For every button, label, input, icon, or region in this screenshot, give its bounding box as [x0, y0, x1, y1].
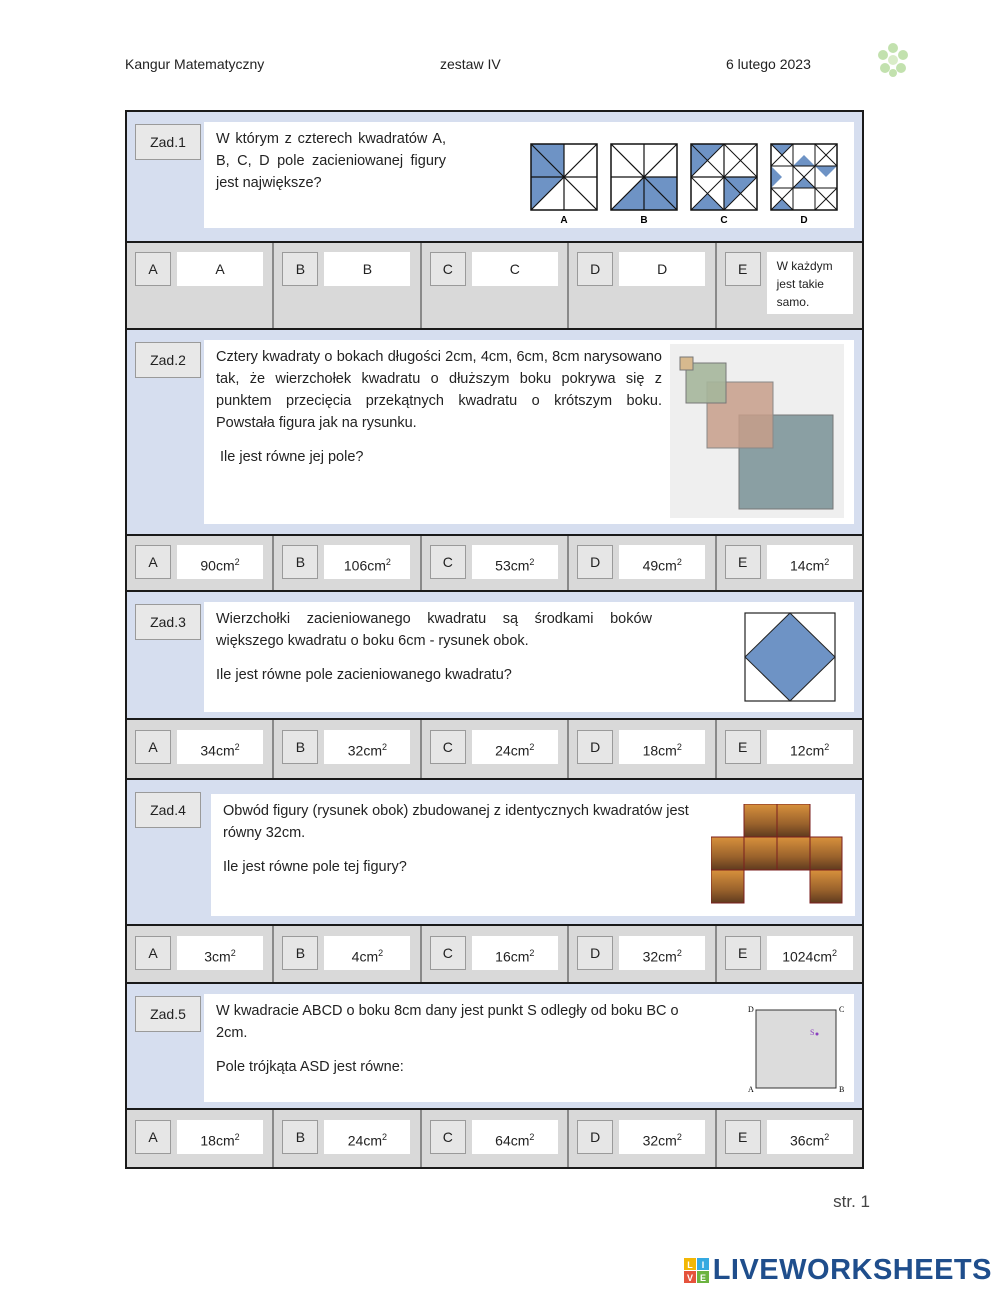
flower-logo-icon — [874, 40, 912, 80]
icon-letter-v: V — [686, 1272, 693, 1283]
answer-option[interactable]: A $90cm^2$ — [127, 536, 274, 590]
q4-block-figure — [711, 804, 843, 904]
figure-label-d: D — [800, 215, 808, 226]
liveworksheets-logo[interactable] — [684, 1254, 992, 1287]
answers-1 — [127, 243, 862, 330]
figure-label-a: A — [560, 215, 568, 226]
worksheet-frame — [125, 110, 864, 1169]
answer-option[interactable]: D $49cm^2$ — [569, 536, 716, 590]
question-box — [211, 794, 855, 916]
question-box — [204, 340, 854, 524]
q2-squares-figure — [670, 344, 844, 518]
q1-figure — [526, 142, 842, 226]
answers-5 — [127, 1110, 862, 1167]
square-c — [691, 144, 757, 210]
answer-option[interactable]: B $24cm^2$ — [274, 1110, 421, 1167]
question-label: Zad.3 — [135, 604, 201, 640]
question-4 — [127, 780, 862, 926]
square-b — [611, 144, 677, 210]
answer-option[interactable]: E $1024cm^2$ — [717, 926, 862, 982]
question-label: Zad.5 — [135, 996, 201, 1032]
figure-label-b: B — [640, 215, 648, 226]
answer-option[interactable]: E $12cm^2$ — [717, 720, 862, 778]
question-box — [204, 122, 854, 228]
vertex-d: D — [748, 1005, 754, 1014]
q5-square-figure — [744, 1002, 850, 1098]
answer-option[interactable]: B $106cm^2$ — [274, 536, 421, 590]
answer-option[interactable]: D $32cm^2$ — [569, 1110, 716, 1167]
point-s-label: S — [810, 1028, 815, 1037]
point-s — [816, 1033, 819, 1036]
question-1 — [127, 112, 862, 243]
question-5 — [127, 984, 862, 1110]
question-2 — [127, 330, 862, 536]
header-left: Kangur Matematyczny — [125, 56, 265, 72]
answer-option[interactable]: A $18cm^2$ — [127, 1110, 274, 1167]
question-label: Zad.2 — [135, 342, 201, 378]
answer-option[interactable]: C $64cm^2$ — [422, 1110, 569, 1167]
answer-option[interactable]: E W każdym jest takie samo. — [717, 243, 862, 328]
vertex-b: B — [839, 1085, 845, 1094]
q3-diamond-figure — [744, 612, 838, 704]
answer-option[interactable]: B $32cm^2$ — [274, 720, 421, 778]
answer-option[interactable]: B B — [274, 243, 421, 328]
icon-letter-e: E — [699, 1272, 706, 1283]
vertex-a: A — [748, 1085, 754, 1094]
answers-3 — [127, 720, 862, 780]
answer-option[interactable]: A $3cm^2$ — [127, 926, 274, 982]
question-text: W którym z czterech kwadratów A, B, C, D pole zacieniowanej figury jest największe? — [216, 131, 446, 191]
header-date: 6 lutego 2023 — [726, 56, 811, 72]
answer-option[interactable]: B $4cm^2$ — [274, 926, 421, 982]
answer-option[interactable]: C $16cm^2$ — [422, 926, 569, 982]
question-3 — [127, 592, 862, 720]
answers-4 — [127, 926, 862, 984]
answer-option[interactable]: D $32cm^2$ — [569, 926, 716, 982]
answer-option[interactable]: E $36cm^2$ — [717, 1110, 862, 1167]
answer-option[interactable]: C $53cm^2$ — [422, 536, 569, 590]
question-label: Zad.1 — [135, 124, 201, 160]
square-d — [771, 144, 837, 210]
liveworksheets-icon — [684, 1258, 710, 1284]
answers-2 — [127, 536, 862, 592]
square-a — [531, 144, 597, 210]
question-text: W kwadracie ABCD o boku 8cm dany jest punkt S odległy od boku BC o 2cm. Pole trójkąta ASD jest równe: — [216, 1003, 679, 1075]
vertex-c: C — [839, 1005, 845, 1014]
question-text: Cztery kwadraty o bokach długości 2cm, 4cm, 6cm, 8cm narysowano tak, że wierzchołek kwadratu o dłuższym boku pokrywa się z punktem przecięcia przekątnych kwadratu o krótszym boku. Powstała figura jak na rysunku. Ile jest równe jej pole? — [216, 349, 662, 465]
figure-label-c: C — [720, 215, 728, 226]
answer-option[interactable]: A A — [127, 243, 274, 328]
answer-option[interactable]: D D — [569, 243, 716, 328]
answer-option[interactable]: C C — [422, 243, 569, 328]
question-label: Zad.4 — [135, 792, 201, 828]
answer-option[interactable]: E $14cm^2$ — [717, 536, 862, 590]
icon-letter-l: L — [686, 1259, 693, 1270]
answer-option[interactable]: D $18cm^2$ — [569, 720, 716, 778]
question-text: Obwód figury (rysunek obok) zbudowanej z identycznych kwadratów jest równy 32cm. Ile jest równe pole tej figury? — [223, 803, 689, 875]
question-box — [204, 994, 854, 1102]
answer-option[interactable]: A $34cm^2$ — [127, 720, 274, 778]
page-number: str. 1 — [833, 1192, 870, 1211]
liveworksheets-wordmark: LIVEWORKSHEETS — [712, 1254, 992, 1286]
answer-option[interactable]: C $24cm^2$ — [422, 720, 569, 778]
header-center: zestaw IV — [440, 56, 501, 72]
icon-letter-i: I — [701, 1259, 704, 1270]
question-text: Wierzchołki zacieniowanego kwadratu są środkami boków większego kwadratu o boku 6cm - rysunek obok. Ile jest równe pole zacieniowanego kwadratu? — [216, 611, 652, 683]
question-box — [204, 602, 854, 712]
